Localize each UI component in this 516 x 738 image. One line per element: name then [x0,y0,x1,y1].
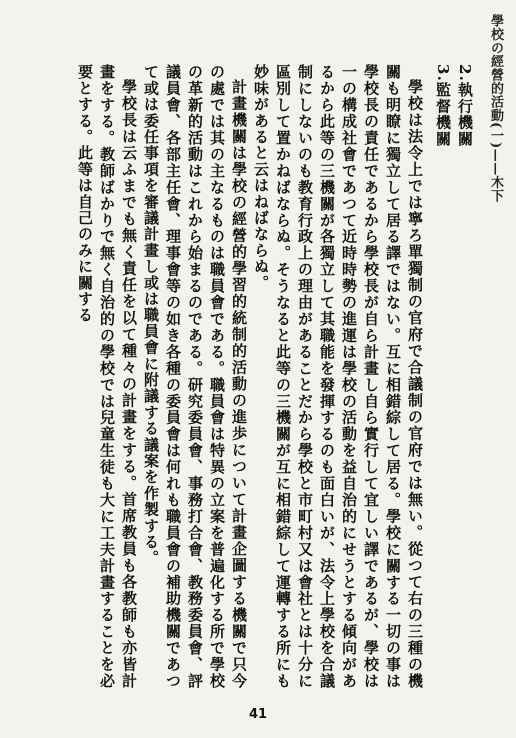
paragraph: 學校は法令上では寧ろ單獨制の官府で合議制の官府では無い。從つて右の三種の機關も明瞭に獨立して居る譯ではない。互に相錯綜して居る。學校に關する一切の事は學校長の責任であるから學校長が自ら計畫し自ら實行して宜しい譯であるが、學校は一の構成社會であつて近時時勢の進運は學校の活動を益自治的にせうとする傾向があるから此等の三機關が各獨立して其職能を發揮するのも面白いが、法令上學校を合議制にしないのも教育行政上の理由があることだから學校と市町村又は會社とは十分に區別して置かねばならぬ。そうなると此等の三機關が互に相錯綜して運轉する所にも妙味があると云はねばならぬ。 [252,64,424,689]
section-number: 3. [434,64,452,83]
body-text [74,64,476,689]
paragraph: 計畫機關は學校の經營的學習的統制的活動の進歩について計畫企圖する機關で只今の處では其の主なるものは職員會である。職員會は特異の立案を普遍化する所で學校の革新的活動はこれから始まるのである。研究委員會、事務打合會、教務委員會、評議員會、各部主任會、理事會等の如き各種の委員會は何れも職員會の補助機關であつて或は委任事項を審議計畫し或は職員會に附議する議案を作製する。 [142,64,248,689]
section-heading-3 [432,64,454,689]
divider-space [426,64,432,689]
section-title: 監督機關 [434,82,452,147]
page-number: 41 [248,707,268,722]
running-header: 學校の經營的活動(一)——木下 [488,14,503,203]
section-number: 2. [456,64,474,83]
section-heading-2 [454,64,476,689]
paragraph: 學校長は云ふまでも無く責任を以て種々の計畫をする。首席教員も各教師も亦皆計畫をする。教師ばかりで無く自治的の學校では兒童生徒も大に工夫計畫することを必要とする。此等は自己のみに關する [76,64,138,689]
section-title: 執行機關 [456,82,474,147]
